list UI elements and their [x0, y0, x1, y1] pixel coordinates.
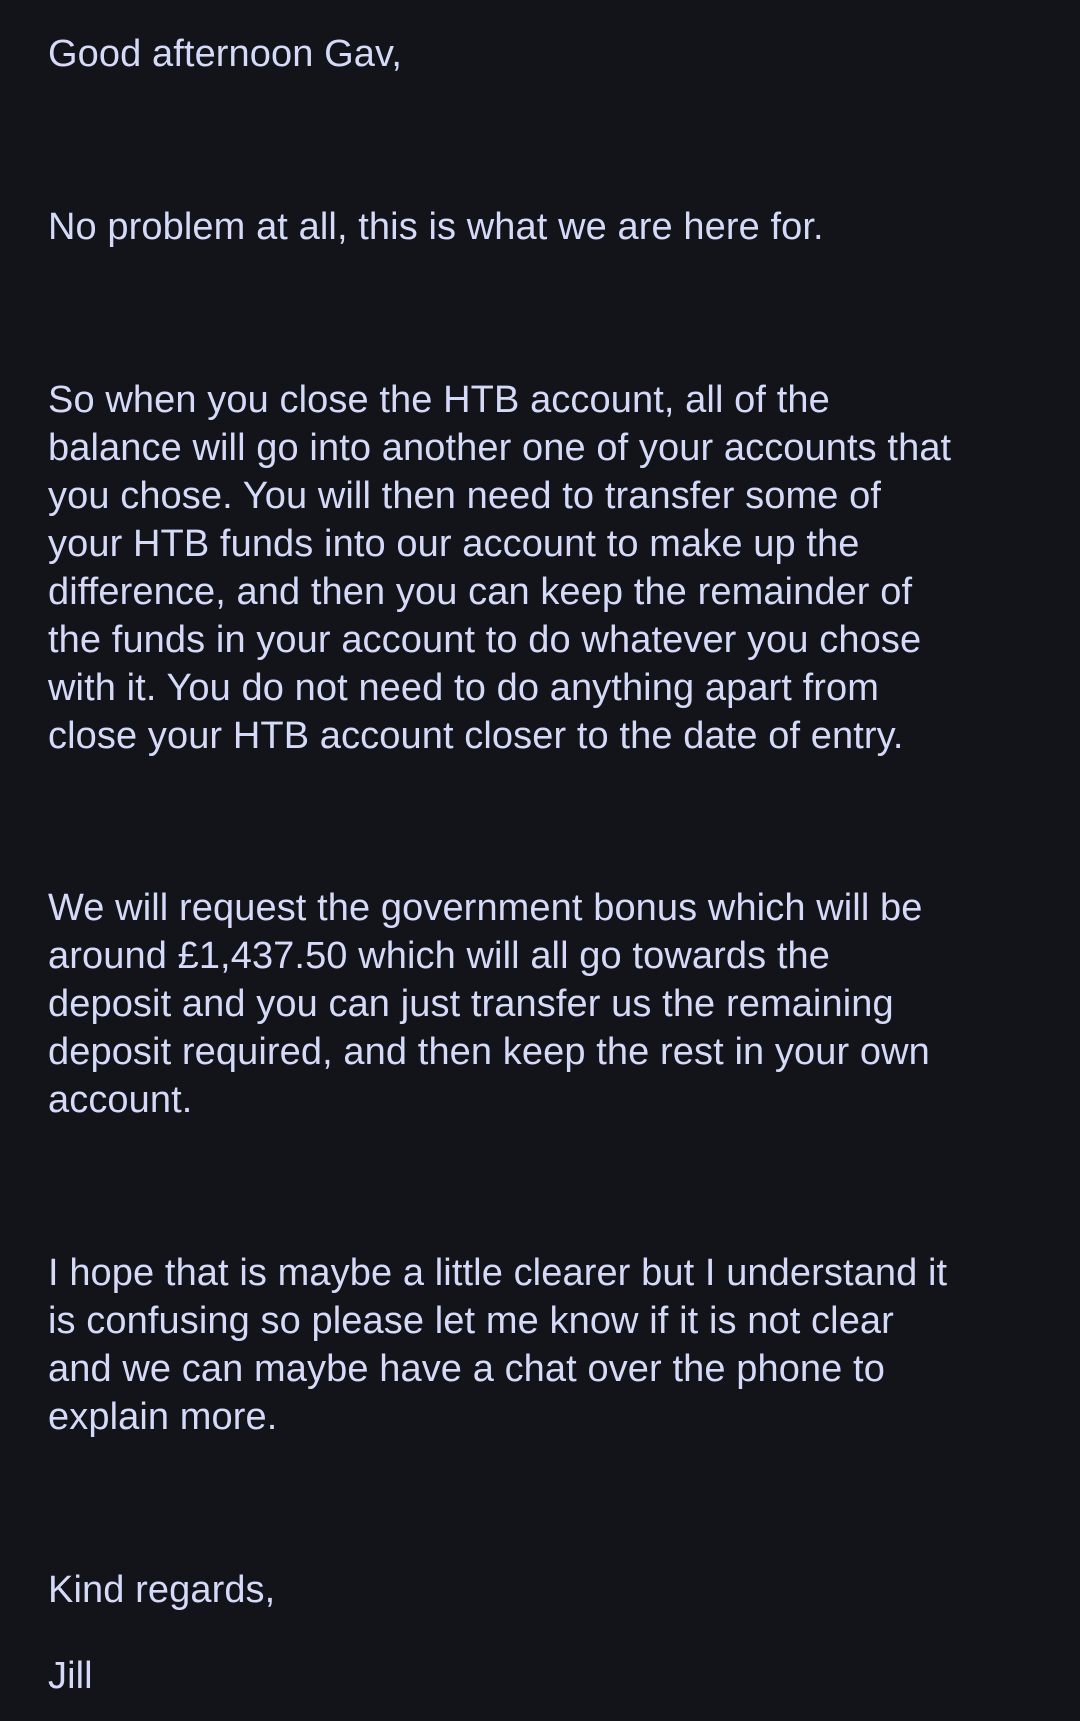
paragraph-line: deposit and you can just transfer us the remaining	[48, 983, 894, 1025]
email-signature	[48, 1652, 1048, 1700]
email-paragraph-3	[48, 884, 1048, 1124]
email-paragraph-4	[48, 1249, 1048, 1441]
paragraph-line: I hope that is maybe a little clearer but I understand it	[48, 1252, 948, 1294]
greeting-text: Good afternoon Gav,	[48, 33, 402, 75]
paragraph-line: you chose. You will then need to transfer some of	[48, 475, 881, 517]
paragraph-line: We will request the government bonus which will be	[48, 887, 923, 929]
paragraph-line: with it. You do not need to do anything apart from	[48, 667, 880, 709]
paragraph-line: close your HTB account closer to the date of entry.	[48, 715, 904, 757]
paragraph-line: balance will go into another one of your accounts that	[48, 427, 952, 469]
paragraph-line: your HTB funds into our account to make up the	[48, 523, 860, 565]
email-signoff	[48, 1566, 1048, 1614]
paragraph-line: explain more.	[48, 1396, 278, 1438]
paragraph-line: account.	[48, 1079, 193, 1121]
email-paragraph-1	[48, 203, 1048, 251]
paragraph-line: is confusing so please let me know if it is not clear	[48, 1300, 894, 1342]
email-greeting	[48, 30, 1048, 78]
paragraph-line: around £1,437.50 which will all go towards the	[48, 935, 830, 977]
signature-text: Jill	[48, 1655, 93, 1697]
paragraph-line: and we can maybe have a chat over the phone to	[48, 1348, 885, 1390]
paragraph-line: No problem at all, this is what we are here for.	[48, 206, 824, 248]
paragraph-line: the funds in your account to do whatever you chose	[48, 619, 922, 661]
signoff-text: Kind regards,	[48, 1569, 276, 1611]
paragraph-line: deposit required, and then keep the rest in your own	[48, 1031, 930, 1073]
paragraph-line: difference, and then you can keep the remainder of	[48, 571, 913, 613]
paragraph-line: So when you close the HTB account, all of the	[48, 379, 830, 421]
email-paragraph-2	[48, 376, 1048, 760]
